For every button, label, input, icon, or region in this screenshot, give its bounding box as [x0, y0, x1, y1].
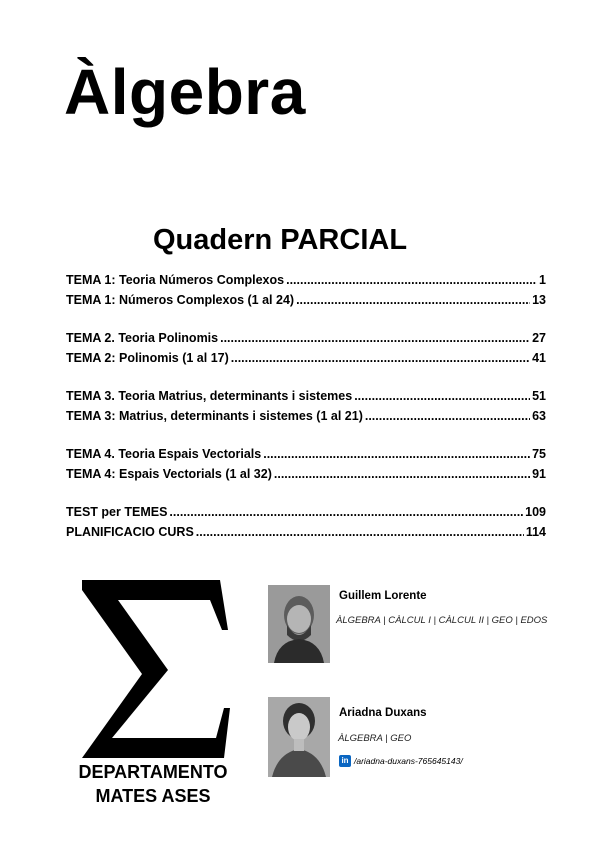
toc-leader [196, 525, 524, 539]
toc-leader [263, 447, 530, 461]
toc-entry [66, 351, 546, 371]
toc-leader [286, 273, 537, 287]
author-subjects: ÀLGEBRA | GEO [338, 733, 412, 744]
toc-page: 114 [525, 524, 546, 539]
toc-label: TEMA 1: Números Complexos (1 al 24) [66, 292, 295, 307]
toc-page: 109 [525, 505, 546, 519]
author-photo [268, 697, 330, 777]
department-name-line2: MATES ASES [95, 786, 211, 806]
document-title: Àlgebra [64, 56, 306, 128]
toc-label: TEMA 4. Teoria Espais Vectorials [66, 447, 262, 461]
toc-page: 13 [532, 292, 546, 307]
toc-label: TEMA 2: Polinomis (1 al 17) [66, 350, 229, 365]
author-photo [268, 585, 330, 663]
toc-entry [66, 293, 546, 313]
toc-label: TEST per TEMES [66, 505, 168, 519]
toc-leader [365, 409, 530, 423]
person-silhouette-icon [268, 697, 330, 777]
department-name-line1: DEPARTAMENTO [78, 762, 228, 782]
toc-entry [66, 273, 546, 293]
toc-entry [66, 409, 546, 429]
toc-entry [66, 505, 546, 525]
toc-page: 1 [539, 273, 546, 287]
table-of-contents [66, 273, 546, 544]
toc-label: TEMA 1: Teoria Números Complexos [66, 273, 285, 287]
author-name: Ariadna Duxans [339, 707, 427, 719]
toc-page: 27 [532, 331, 546, 345]
toc-label: PLANIFICACIO CURS [66, 524, 194, 539]
linkedin-link[interactable] [339, 755, 463, 767]
toc-leader [169, 505, 523, 519]
toc-leader [231, 351, 530, 365]
document-subtitle: Quadern PARCIAL [153, 224, 408, 256]
toc-page: 41 [532, 350, 546, 365]
toc-entry [66, 389, 546, 409]
toc-leader [354, 389, 530, 403]
author-name: Guillem Lorente [339, 590, 427, 602]
toc-leader [220, 331, 530, 345]
toc-page: 51 [532, 389, 546, 403]
toc-leader [274, 467, 530, 481]
toc-entry [66, 467, 546, 487]
linkedin-handle: /ariadna-duxans-765645143/ [354, 756, 463, 766]
department-logo [72, 578, 237, 808]
toc-label: TEMA 4: Espais Vectorials (1 al 32) [66, 466, 272, 481]
toc-entry [66, 525, 546, 545]
person-silhouette-icon [268, 585, 330, 663]
toc-label: TEMA 2. Teoria Polinomis [66, 331, 219, 345]
sigma-icon [80, 578, 230, 760]
linkedin-icon: in [339, 755, 351, 767]
toc-page: 91 [532, 466, 546, 481]
toc-label: TEMA 3: Matrius, determinants i sistemes (1 al 21) [66, 408, 363, 423]
author-subjects: ÀLGEBRA | CÀLCUL I | CÀLCUL II | GEO | EDOS [336, 615, 548, 626]
toc-leader [296, 293, 530, 307]
toc-entry [66, 331, 546, 351]
toc-entry [66, 447, 546, 467]
toc-label: TEMA 3. Teoria Matrius, determinants i sistemes [66, 389, 353, 403]
toc-page: 75 [532, 447, 546, 461]
toc-page: 63 [532, 408, 546, 423]
